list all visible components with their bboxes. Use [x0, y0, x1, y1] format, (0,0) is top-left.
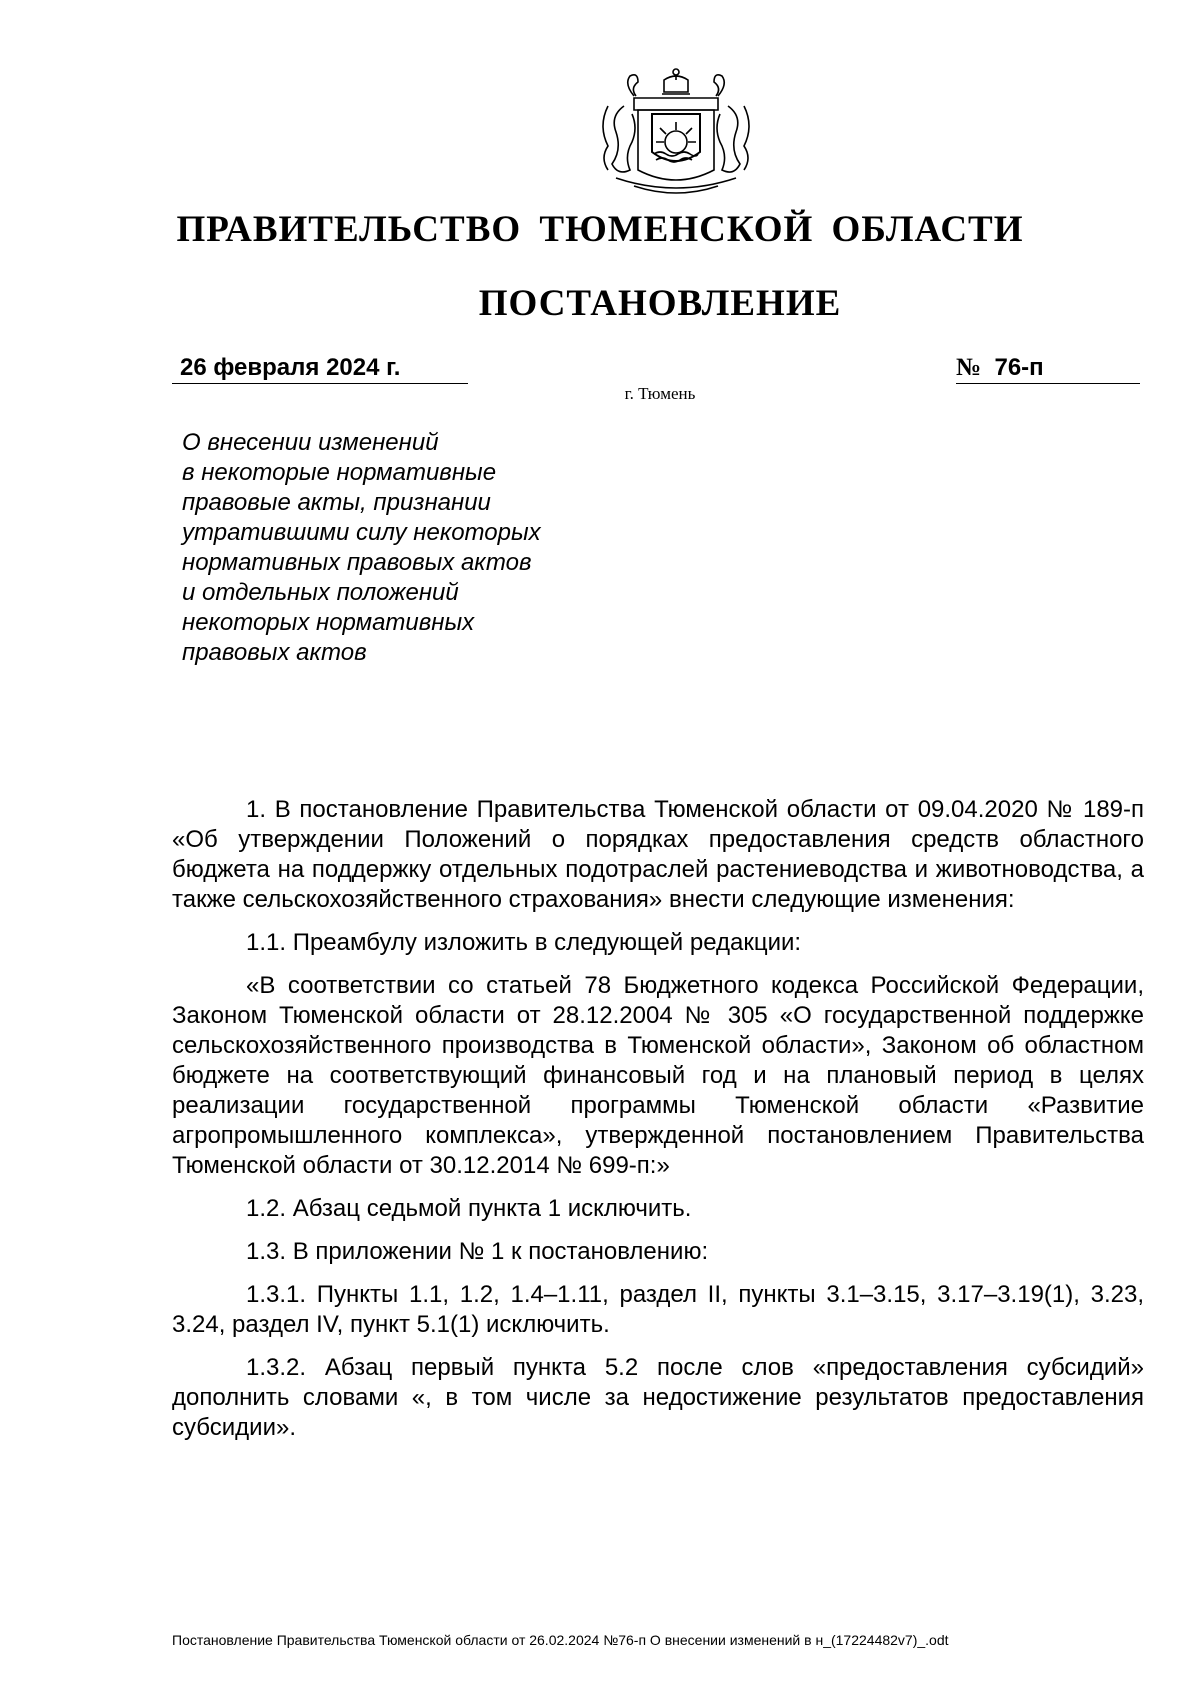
body-paragraph: 1.3.1. Пункты 1.1, 1.2, 1.4–1.11, раздел II, пункты 3.1–3.15, 3.17–3.19(1), 3.23, 3.24, раздел IV, пункт 5.1(1) исключить. [172, 1281, 1144, 1338]
city: г. Тюмень [624, 384, 696, 403]
body-paragraph: 1.1. Преамбулу изложить в следующей редакции: [246, 929, 802, 956]
document-body [172, 795, 1144, 1456]
subject-line: и отдельных положений [182, 579, 459, 606]
subject-line: О внесении изменений [182, 429, 439, 456]
subject-line: правовых актов [182, 639, 367, 666]
body-paragraph: 1.3.2. Абзац первый пункта 5.2 после слов «предоставления субсидий» дополнить словами «, в том числе за недостижение результатов предоставления субсидии». [172, 1354, 1144, 1441]
document-type: ПОСТАНОВЛЕНИЕ [478, 283, 842, 324]
subject-line: правовые акты, признании [182, 489, 491, 516]
document-number [956, 353, 1140, 384]
subject-line: нормативных правовых актов [182, 549, 532, 576]
document-subject [182, 428, 612, 668]
body-paragraph: 1.3. В приложении № 1 к постановлению: [246, 1238, 709, 1265]
coat-of-arms-icon [594, 66, 758, 200]
document-date: 26 февраля 2024 г. [172, 353, 468, 384]
body-paragraph: 1. В постановление Правительства Тюменской области от 09.04.2020 № 189-п «Об утверждении Положений о порядках предоставления средств областного бюджета на поддержку отдельных подотраслей растениеводства и животноводства, а также сельскохозяйственного страхования» внести следующие изменения: [172, 796, 1144, 913]
body-paragraph: 1.2. Абзац седьмой пункта 1 исключить. [246, 1195, 692, 1222]
subject-line: некоторых нормативных [182, 609, 475, 636]
number-sign: № [956, 354, 982, 381]
page-footer: Постановление Правительства Тюменской области от 26.02.2024 №76-п О внесении изменений в н_(17224482v7)_.odt [172, 1632, 949, 1648]
subject-line: в некоторые нормативные [182, 459, 497, 486]
body-paragraph: «В соответствии со статьей 78 Бюджетного кодекса Российской Федерации, Законом Тюменской области от 28.12.2004 № 305 «О государственной поддержке сельскохозяйственного производства в Тюменской области», Законом об областном бюджете на соответствующий финансовый год и на плановый период в целях реализации государственной программы Тюменской области «Развитие агропромышленного комплекса», утвержденной постановлением Правительства Тюменской области от 30.12.2014 № 699-п:» [172, 972, 1144, 1179]
number-value: 76-п [994, 354, 1044, 381]
government-title: ПРАВИТЕЛЬСТВО ТЮМЕНСКОЙ ОБЛАСТИ [176, 209, 1024, 250]
subject-line: утратившими силу некоторых [182, 519, 541, 546]
